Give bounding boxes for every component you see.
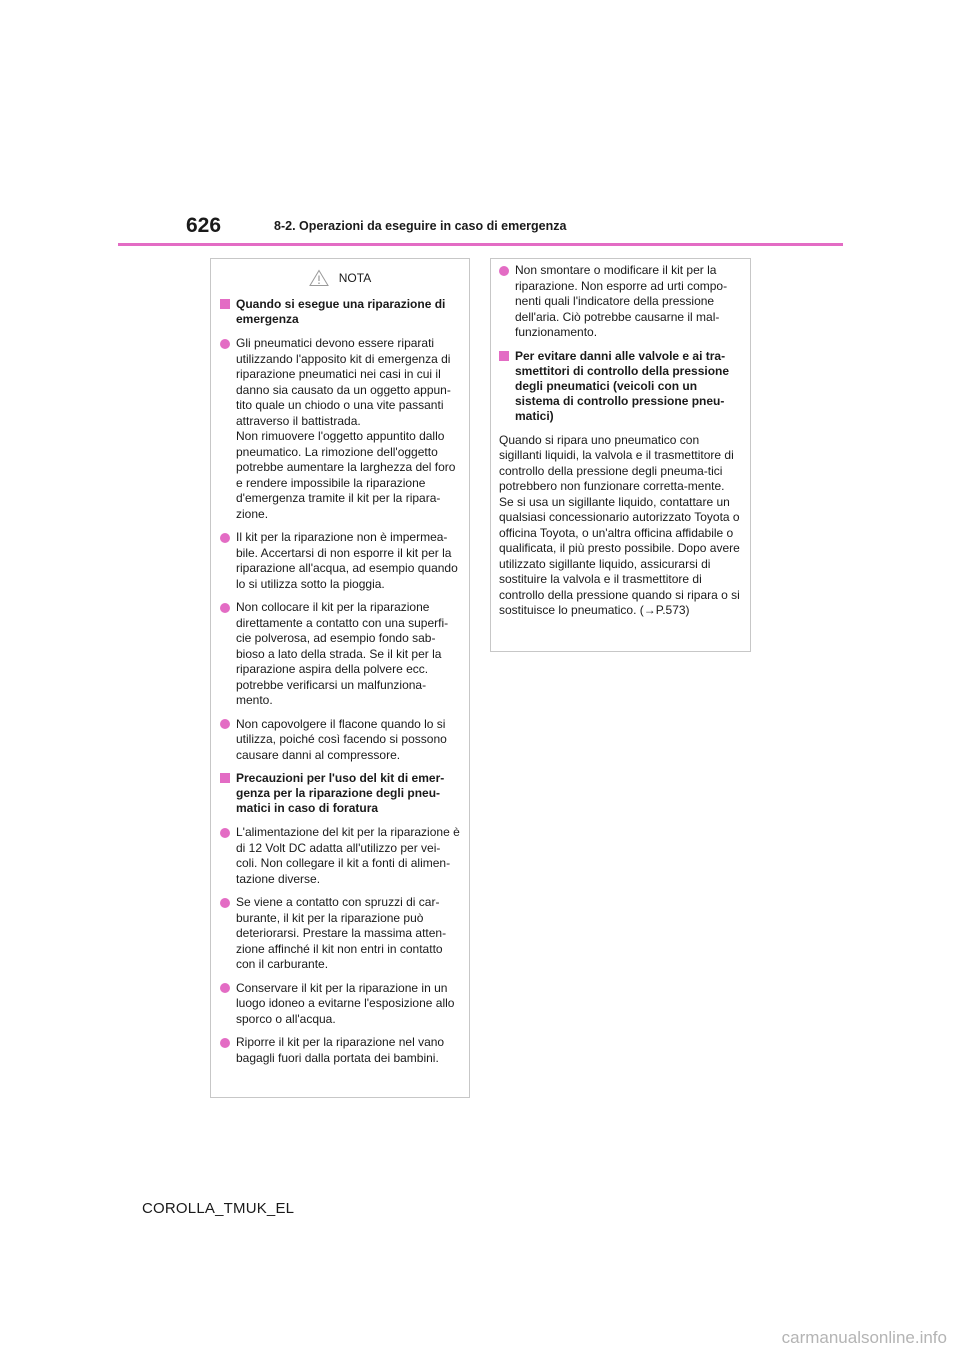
list-item	[220, 895, 460, 973]
square-bullet-icon	[220, 299, 230, 309]
round-bullet-icon	[220, 533, 230, 543]
list-item	[220, 600, 460, 709]
list-item	[499, 263, 742, 341]
heading-text: Precauzioni per l'uso del kit di emer-genza per la riparazione degli pneu-matici in caso di foratura	[236, 771, 445, 815]
list-item-text: Il kit per la riparazione non è impermea-bile. Accertarsi di non esporre il kit per la riparazione all'acqua, ad esempio quando lo si utilizza sotto la pioggia.	[236, 530, 458, 591]
list-item-text: Gli pneumatici devono essere riparati utilizzando l'apposito kit di emergenza di riparazione pneumatici nei casi in cui il danno sia causato da un oggetto appun-tito quale un chiodo o una vite passanti attraverso il battistrada.	[236, 336, 451, 428]
list-item	[220, 981, 460, 1028]
document-id: COROLLA_TMUK_EL	[142, 1200, 295, 1217]
square-bullet-icon	[499, 351, 509, 361]
section-title: 8-2. Operazioni da eseguire in caso di emergenza	[274, 219, 567, 233]
list-item-text: Se viene a contatto con spruzzi di car-burante, il kit per la riparazione può deteriorarsi. Prestare la massima atten-zione affinché il kit non entri in contatto con il carburante.	[236, 895, 447, 971]
nota-label: NOTA	[338, 271, 372, 285]
list-item-text: Non smontare o modificare il kit per la riparazione. Non esporre ad urti compo-nenti quali l'indicatore della pressione dell'aria. Ciò potrebbe causarne il mal-funzionamento.	[515, 263, 728, 339]
list-item-text: Non capovolgere il flacone quando lo si utilizza, poiché così facendo si possono causare danni al compressore.	[236, 716, 447, 762]
round-bullet-icon	[220, 1038, 230, 1048]
list-item-text: Non collocare il kit per la riparazione direttamente a contatto con una superfi-cie polverosa, ad esempio fondo sab-bioso a lato della strada. Se il kit per la riparazione aspira della polvere ecc. potrebbe verificarsi un malfunziona-mento.	[236, 600, 449, 707]
list-item	[220, 825, 460, 887]
header-rule	[118, 243, 843, 246]
warning-triangle-icon	[309, 269, 329, 287]
round-bullet-icon	[220, 898, 230, 908]
list-item-text: Non rimuovere l'oggetto appuntito dallo pneumatico. La rimozione dell'oggetto potrebbe aumentare la larghezza del foro e rendere impossibile la riparazione d'emergenza tramite il kit per la ripara-zione.	[236, 429, 456, 521]
heading-text: Per evitare danni alle valvole e ai tra-smettitori di controllo della pressione degli pneumatici (veicoli con un sistema di controllo pressione pneu-matici)	[515, 348, 730, 423]
list-item-text: Riporre il kit per la riparazione nel vano bagagli fuori dalla portata dei bambini.	[236, 1035, 445, 1065]
list-item	[220, 530, 460, 592]
section-heading	[220, 297, 460, 327]
list-item-text: L'alimentazione del kit per la riparazione è di 12 Volt DC adatta all'utilizzo per vei-coli. Non collegare il kit a fonti di alimen-tazione diverse.	[236, 825, 460, 886]
nota-box-right	[490, 258, 751, 652]
list-item	[220, 336, 460, 522]
heading-text: Quando si esegue una riparazione di emergenza	[236, 297, 446, 326]
section-heading	[499, 349, 742, 424]
page-number: 626	[186, 214, 222, 237]
round-bullet-icon	[499, 266, 509, 276]
paragraph: Quando si ripara uno pneumatico con sigillanti liquidi, la valvola e il trasmettitore di controllo della pressione degli pneuma-tici potrebbero non funzionare corretta-mente. Se si usa un sigillante liquido, contattare un qualsiasi concessionario autorizzato Toyota o officina Toyota, o un'altra officina affidabile o qualificata, il più presto possibile. Dopo avere utilizzato sigillante liquido, assicurarsi di sostituire la valvola e il trasmettitore di controllo della pressione quando si ripara o si sostituisce lo pneumatico. (→P.573)	[499, 432, 740, 617]
square-bullet-icon	[220, 773, 230, 783]
round-bullet-icon	[220, 983, 230, 993]
watermark: carmanualsonline.info	[781, 1328, 947, 1347]
list-item-text: Conservare il kit per la riparazione in un luogo idoneo a evitarne l'esposizione allo sporco o all'acqua.	[236, 980, 455, 1026]
section-heading	[220, 771, 460, 816]
list-item	[220, 1035, 460, 1066]
nota-header	[220, 265, 460, 291]
round-bullet-icon	[220, 719, 230, 729]
round-bullet-icon	[220, 828, 230, 838]
round-bullet-icon	[220, 339, 230, 349]
round-bullet-icon	[220, 603, 230, 613]
list-item	[220, 717, 460, 764]
nota-box-left	[210, 258, 470, 1098]
